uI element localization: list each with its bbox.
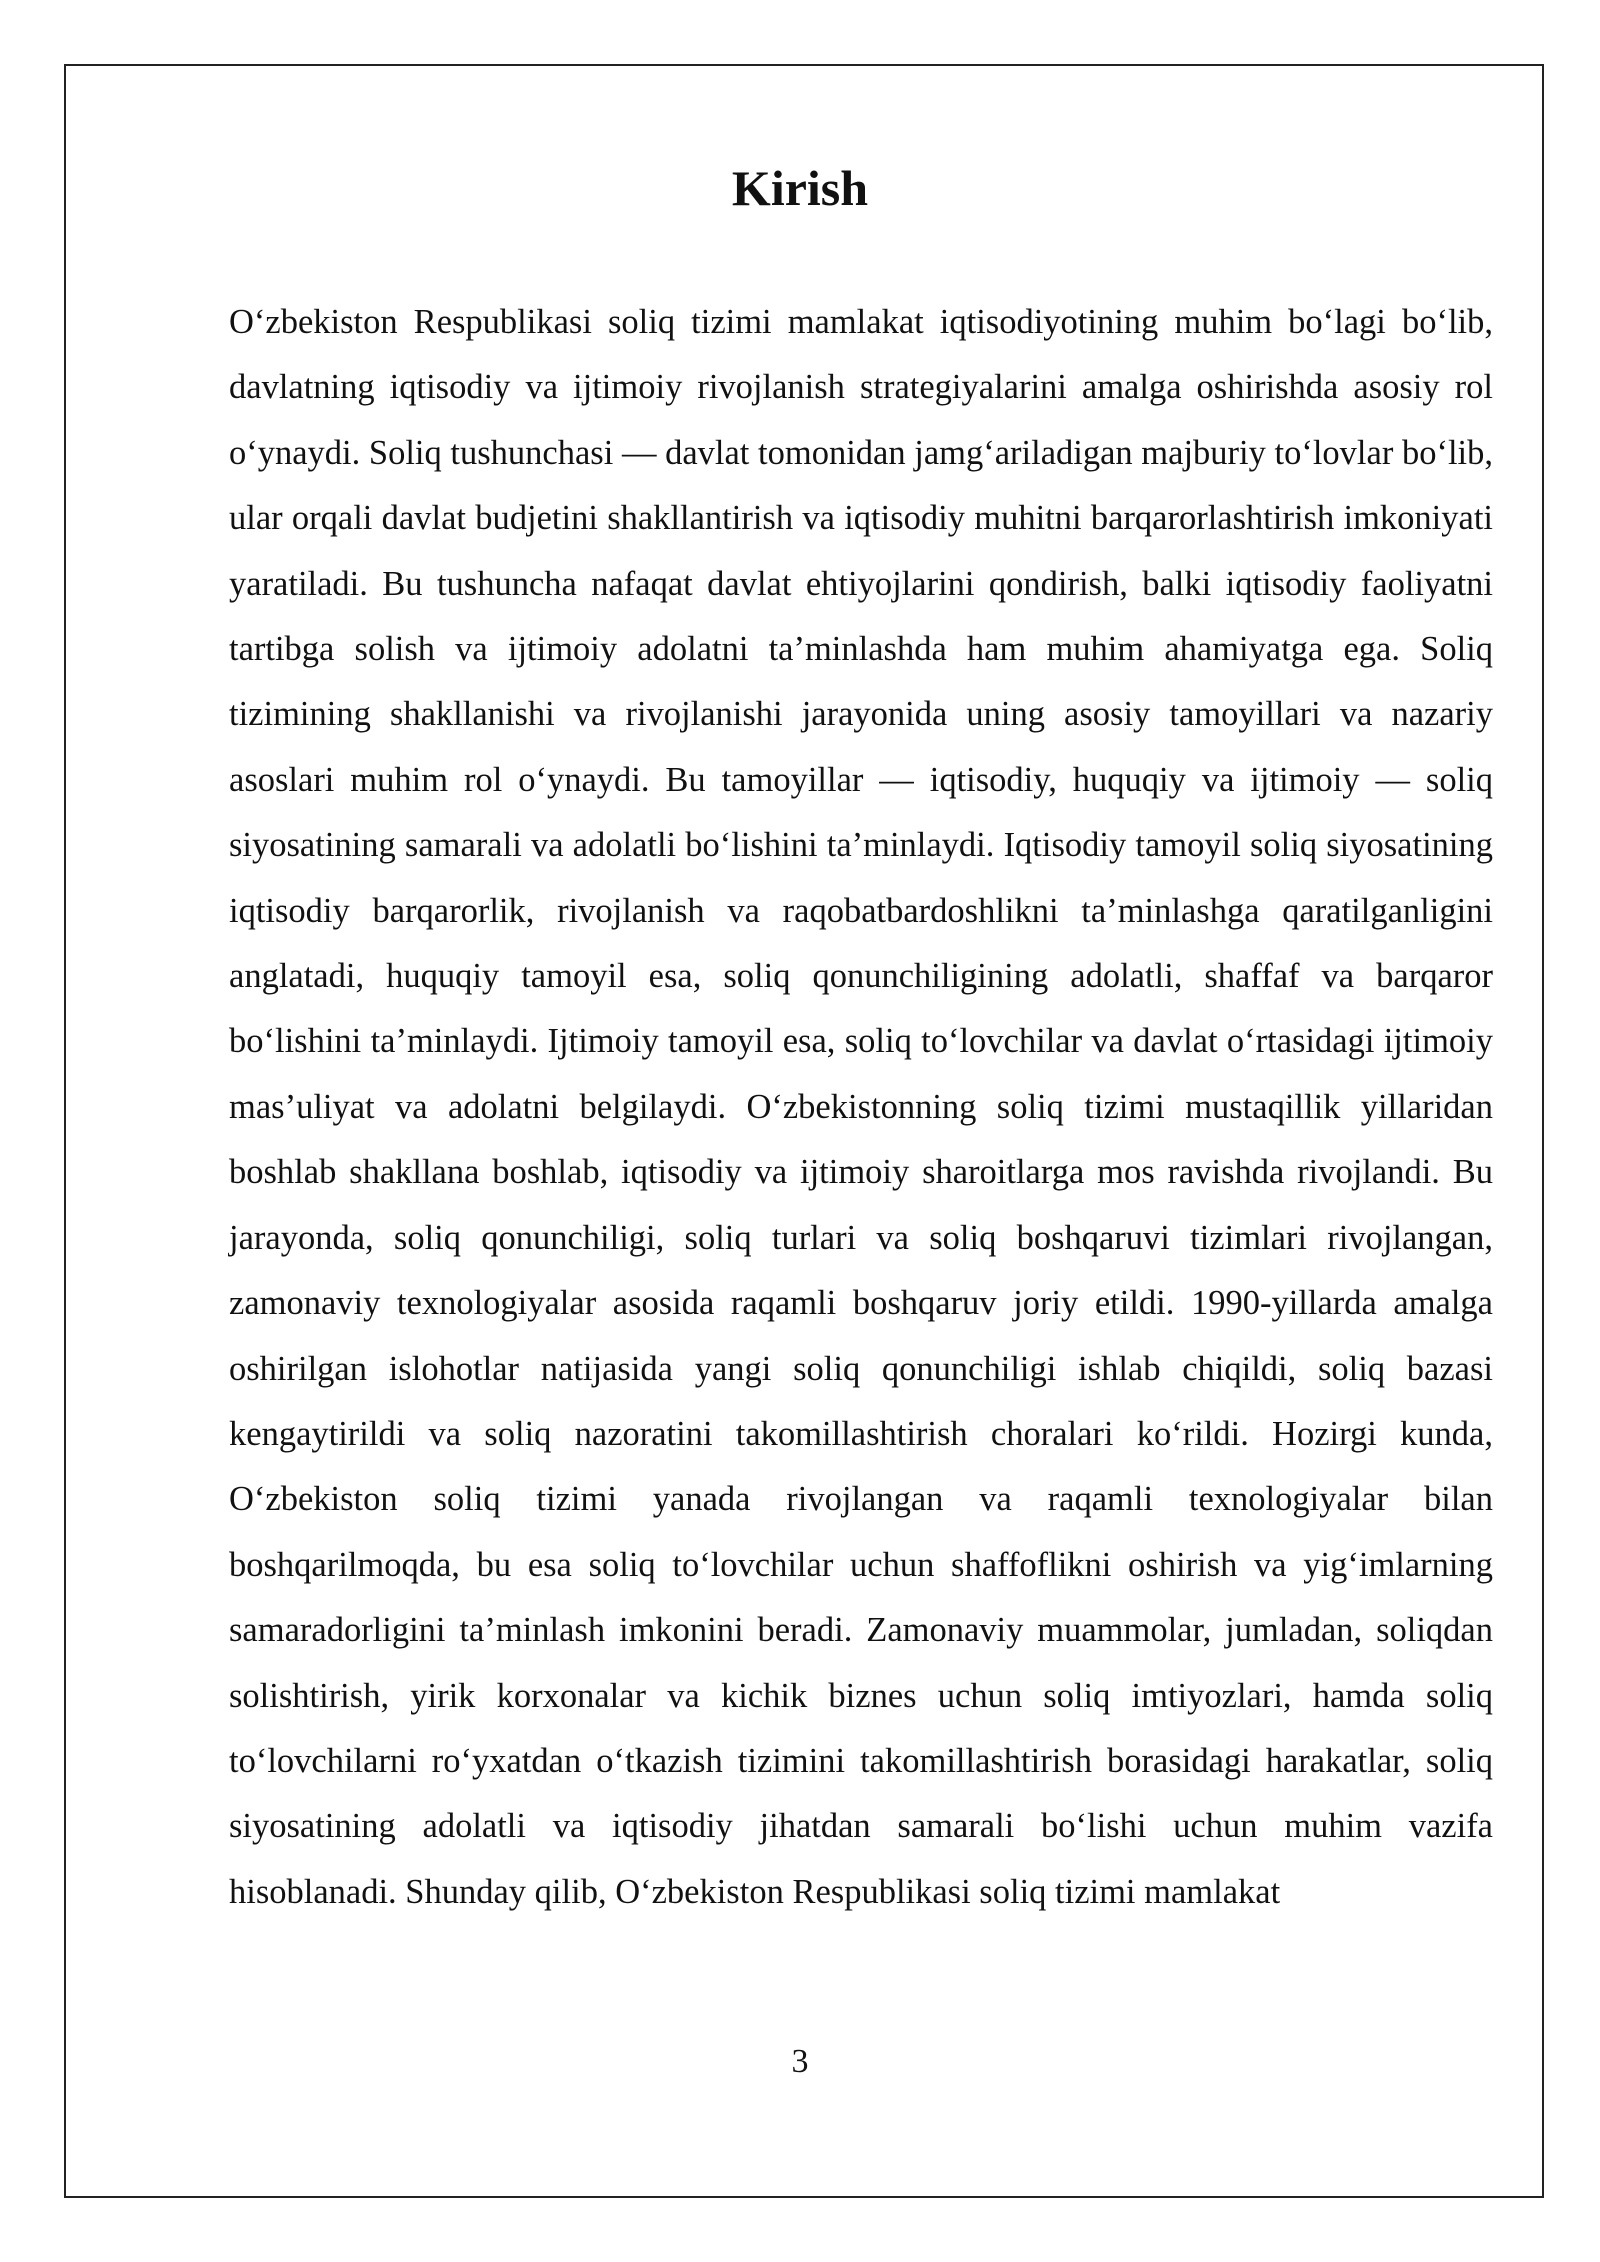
page-number: 3 (791, 2043, 809, 2080)
page-title: Kirish (731, 160, 869, 216)
body-paragraph: O‘zbekiston Respublikasi soliq tizimi mamlakat iqtisodiyotining muhim bo‘lagi bo‘lib, davlatning iqtisodiy va ijtimoiy rivojlanish strategiyalarini amalga oshirishda asosiy rol o‘ynaydi. Soliq tushunchasi — davlat tomonidan jamg‘ariladigan majburiy to‘lovlar bo‘lib, ular orqali davlat budjetini shakllantirish va iqtisodiy muhitni barqarorlashtirish imkoniyati yaratiladi. Bu tushuncha nafaqat davlat ehtiyojlarini qondirish, balki iqtisodiy faoliyatni tartibga solish va ijtimoiy adolatni ta’minlashda ham muhim ahamiyatga ega. Soliq tizimining shakllanishi va rivojlanishi jarayonida uning asosiy tamoyillari va nazariy asoslari muhim rol o‘ynaydi. Bu tamoyillar — iqtisodiy, huquqiy va ijtimoiy — soliq siyosatining samarali va adolatli bo‘lishini ta’minlaydi. Iqtisodiy tamoyil soliq siyosatining iqtisodiy barqarorlik, rivojlanish va raqobatbardoshlikni ta’minlashga qaratilganligini anglatadi, huquqiy tamoyil esa, soliq qonunchiligining adolatli, shaffaf va barqaror bo‘lishini ta’minlaydi. Ijtimoiy tamoyil esa, soliq to‘lovchilar va davlat o‘rtasidagi ijtimoiy mas’uliyat va adolatni belgilaydi. O‘zbekistonning soliq tizimi mustaqillik yillaridan boshlab shakllana boshlab, iqtisodiy va ijtimoiy sharoitlarga mos ravishda rivojlandi. Bu jarayonda, soliq qonunchiligi, soliq turlari va soliq boshqaruvi tizimlari rivojlangan, zamonaviy texnologiyalar asosida raqamli boshqaruv joriy etildi. 1990-yillarda amalga oshirilgan islohotlar natijasida yangi soliq qonunchiligi ishlab chiqildi, soliq bazasi kengaytirildi va soliq nazoratini takomillashtirish choralari ko‘rildi. Hozirgi kunda, O‘zbekiston soliq tizimi yanada rivojlangan va raqamli texnologiyalar bilan boshqarilmoqda, bu esa soliq to‘lovchilar uchun shaffoflikni oshirish va yig‘imlarning samaradorligini ta’minlash imkonini beradi. Zamonaviy muammolar, jumladan, soliqdan solishtirish, yirik korxonalar va kichik biznes uchun soliq imtiyozlari, hamda soliq to‘lovchilarni ro‘yxatdan o‘tkazish tizimini takomillashtirish borasidagi harakatlar, soliq siyosatining adolatli va iqtisodiy jihatdan samarali bo‘lishi uchun muhim vazifa hisoblanadi. Shunday qilib, O‘zbekiston Respublikasi soliq tizimi mamlakat (229, 303, 1493, 1911)
